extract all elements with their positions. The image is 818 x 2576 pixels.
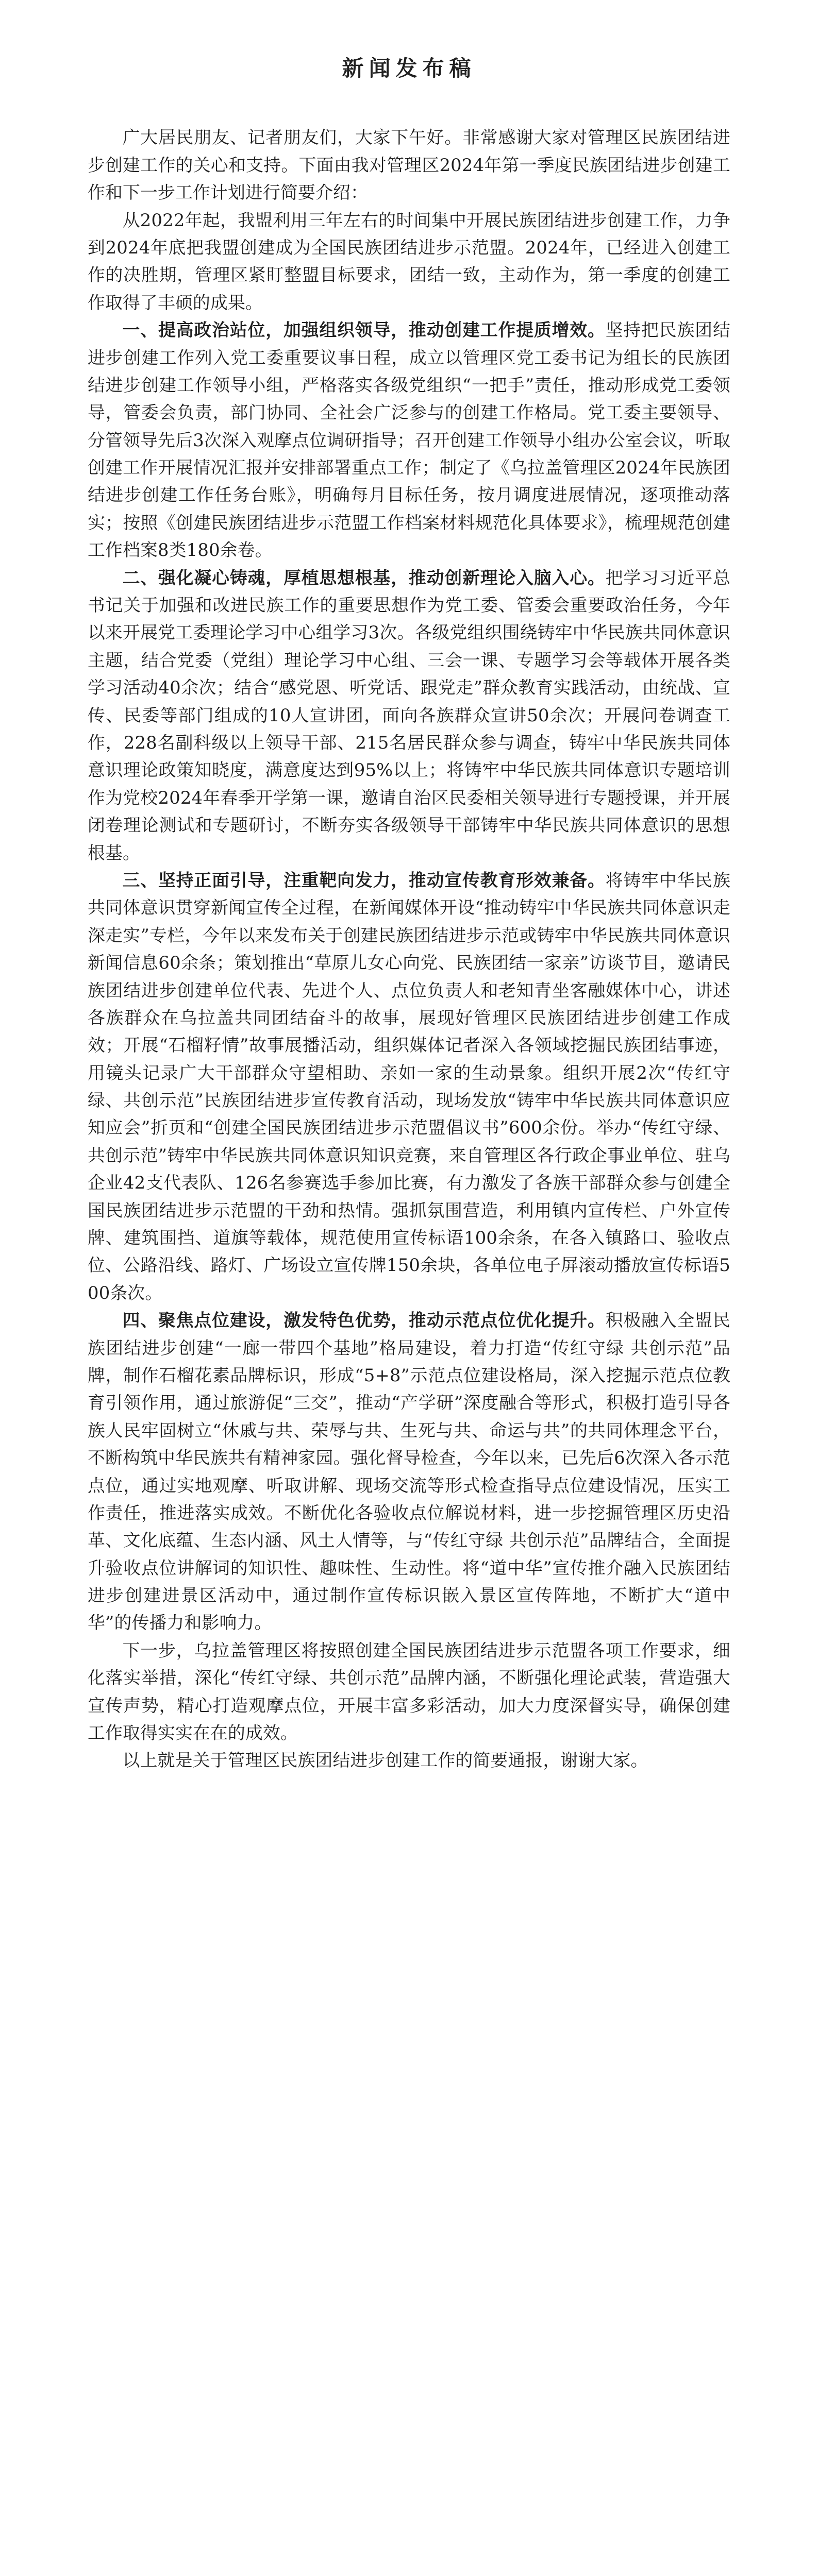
paragraph-2 [88,207,730,317]
paragraph-5 [88,867,730,1307]
paragraph-4 [88,564,730,867]
document-body [88,124,730,1774]
paragraph-8 [88,1747,730,1774]
section-3-text: 将铸牢中华民族共同体意识贯穿新闻宣传全过程，在新闻媒体开设“推动铸牢中华民族共同体意识走深走实”专栏，今年以来发布关于创建民族团结进步示范或铸牢中华民族共同体意识新闻信息60余条；策划推出“草原儿女心向党、民族团结一家亲”访谈节目，邀请民族团结进步创建单位代表、先进个人、点位负责人和老知青坐客融媒体中心，讲述各族群众在乌拉盖共同团结奋斗的故事，展现好管理区民族团结进步创建工作成效；开展“石榴籽情”故事展播活动，组织媒体记者深入各领域挖掘民族团结事迹，用镜头记录广大干部群众守望相助、亲如一家的生动景象。组织开展2次“传红守绿、共创示范”民族团结进步宣传教育活动，现场发放“铸牢中华民族共同体意识应知应会”折页和“创建全国民族团结进步示范盟倡议书”600余份。举办“传红守绿、共创示范”铸牢中华民族共同体意识知识竞赛，来自管理区各行政企事业单位、驻乌企业42支代表队、126名参赛选手参加比赛，有力激发了各族干部群众参与创建全国民族团结进步示范盟的干劲和热情。强抓氛围营造，利用镇内宣传栏、户外宣传牌、建筑围挡、道旗等载体，规范使用宣传标语100余条，在各入镇路口、验收点位、公路沿线、路灯、广场设立宣传牌150余块，各单位电子屏滚动播放宣传标语500条次。 [88,870,730,1303]
section-4-heading: 四、聚焦点位建设，激发特色优势，推动示范点位优化提升。 [122,1310,606,1331]
section-1-heading: 一、提高政治站位，加强组织领导，推动创建工作提质增效。 [122,319,606,341]
paragraph-7 [88,1637,730,1747]
section-2-heading: 二、强化凝心铸魂，厚植思想根基，推动创新理论入脑入心。 [122,567,606,588]
paragraph-7-text: 下一步，乌拉盖管理区将按照创建全国民族团结进步示范盟各项工作要求，细化落实举措，深化“传红守绿、共创示范”品牌内涵，不断强化理论武装，营造强大宣传声势，精心打造观摩点位，开展丰富多彩活动，加大力度深督实导，确保创建工作取得实实在在的成效。 [88,1640,730,1743]
section-3-heading: 三、坚持正面引导，注重靶向发力，推动宣传教育形效兼备。 [122,869,606,890]
section-1-text: 坚持把民族团结进步创建工作列入党工委重要议事日程，成立以管理区党工委书记为组长的民族团结进步创建工作领导小组，严格落实各级党组织“一把手”责任，推动形成党工委领导，管委会负责，部门协同、全社会广泛参与的创建工作格局。党工委主要领导、分管领导先后3次深入观摩点位调研指导；召开创建工作领导小组办公室会议，听取创建工作开展情况汇报并安排部署重点工作；制定了《乌拉盖管理区2024年民族团结进步创建工作任务台账》，明确每月目标任务，按月调度进展情况，逐项推动落实；按照《创建民族团结进步示范盟工作档案材料规范化具体要求》，梳理规范创建工作档案8类180余卷。 [88,320,730,561]
paragraph-1 [88,124,730,206]
section-2-text: 把学习习近平总书记关于加强和改进民族工作的重要思想作为党工委、管委会重要政治任务，今年以来开展党工委理论学习中心组学习3次。各级党组织围绕铸牢中华民族共同体意识主题，结合党委（党组）理论学习中心组、三会一课、专题学习会等载体开展各类学习活动40余次；结合“感党恩、听党话、跟党走”群众教育实践活动，由统战、宣传、民委等部门组成的10人宣讲团，面向各族群众宣讲50余次；开展问卷调查工作，228名副科级以上领导干部、215名居民群众参与调查，铸牢中华民族共同体意识理论政策知晓度，满意度达到95%以上；将铸牢中华民族共同体意识专题培训作为党校2024年春季开学第一课，邀请自治区民委相关领导进行专题授课，并开展闭卷理论测试和专题研讨，不断夯实各级领导干部铸牢中华民族共同体意识的思想根基。 [88,567,730,863]
paragraph-1-text: 广大居民朋友、记者朋友们，大家下午好。非常感谢大家对管理区民族团结进步创建工作的关心和支持。下面由我对管理区2024年第一季度民族团结进步创建工作和下一步工作计划进行简要介绍： [88,127,730,203]
paragraph-3 [88,316,730,564]
paragraph-6 [88,1307,730,1637]
document-title: 新闻发布稿 [342,56,476,81]
paragraph-8-text: 以上就是关于管理区民族团结进步创建工作的简要通报，谢谢大家。 [122,1750,648,1771]
section-4-text: 积极融入全盟民族团结进步创建“一廊一带四个基地”格局建设，着力打造“传红守绿 共创示范”品牌，制作石榴花素品牌标识，形成“5+8”示范点位建设格局，深入挖掘示范点位教育引领作用，通过旅游促“三交”，推动“产学研”深度融合等形式，积极打造引导各族人民牢固树立“休戚与共、荣辱与共、生死与共、命运与共”的共同体理念平台，不断构筑中华民族共有精神家园。强化督导检查，今年以来，已先后6次深入各示范点位，通过实地观摩、听取讲解、现场交流等形式检查指导点位建设情况，压实工作责任，推进落实成效。不断优化各验收点位解说材料，进一步挖掘管理区历史沿革、文化底蕴、生态内涵、风土人情等，与“传红守绿 共创示范”品牌结合，全面提升验收点位讲解词的知识性、趣味性、生动性。将“道中华”宣传推介融入民族团结进步创建进景区活动中，通过制作宣传标识嵌入景区宣传阵地，不断扩大“道中华”的传播力和影响力。 [88,1310,730,1633]
paragraph-2-text: 从2022年起，我盟利用三年左右的时间集中开展民族团结进步创建工作，力争到2024年底把我盟创建成为全国民族团结进步示范盟。2024年，已经进入创建工作的决胜期，管理区紧盯整盟目标要求，团结一致，主动作为，第一季度的创建工作取得了丰硕的成果。 [88,210,730,313]
